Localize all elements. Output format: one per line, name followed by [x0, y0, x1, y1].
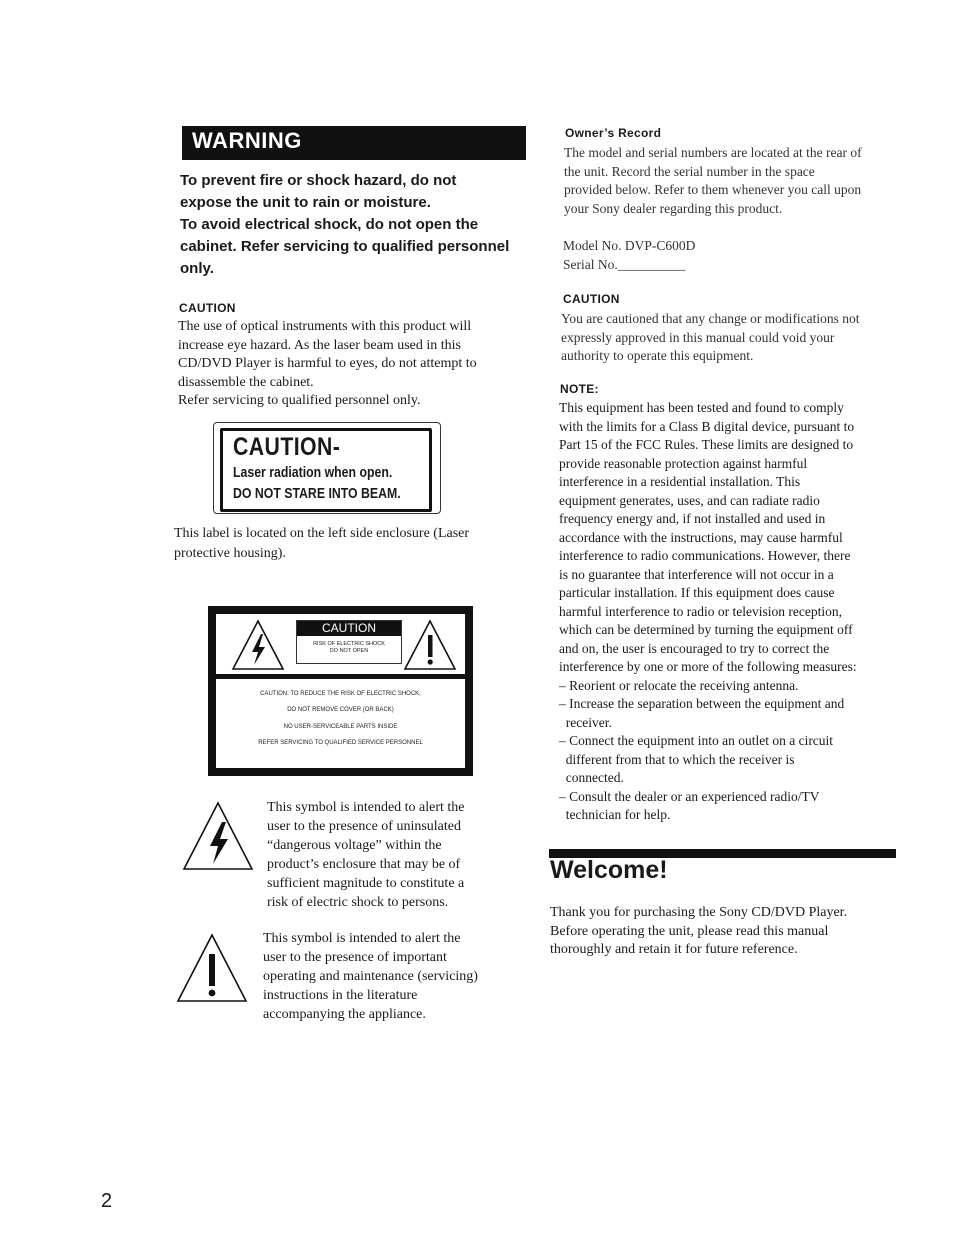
label-note-line: protective housing).: [174, 546, 286, 561]
warning-line: cabinet. Refer servicing to qualified personnel: [180, 238, 510, 255]
serial-number-line: Serial No.__________: [563, 257, 686, 272]
label-note-line: This label is located on the left side enclosure (Laser: [174, 526, 470, 541]
note-line: interference by one or more of the following measures:: [559, 659, 857, 674]
note-line: frequency energy and, if not installed and used in: [559, 511, 826, 526]
note-bullet-line: technician for help.: [559, 807, 671, 822]
plate-small-text-1: RISK OF ELECTRIC SHOCK: [313, 641, 385, 647]
warning-banner-label: WARNING: [192, 128, 302, 153]
warning-line: expose the unit to rain or moisture.: [180, 194, 431, 211]
owners-record-line: the unit. Record the serial number in the space: [564, 163, 815, 179]
lightning-symbol-text: [267, 798, 507, 912]
lightning-text-line: “dangerous voltage” within the: [267, 838, 442, 853]
welcome-line: Thank you for purchasing the Sony CD/DVD Player.: [550, 905, 848, 920]
warning-text: [180, 170, 525, 280]
label-location-note: [174, 524, 519, 564]
warning-banner: [182, 126, 526, 160]
note-line: interference to radio communications. However, there: [559, 548, 851, 563]
shock-caution-plate: [208, 606, 473, 776]
note-line: particular installation. If this equipment does cause: [559, 585, 835, 600]
model-number-line: Model No. DVP-C600D: [563, 238, 696, 253]
exclamation-symbol-icon: [176, 932, 248, 1004]
caution-laser-line: disassemble the cabinet.: [178, 374, 314, 390]
owners-record-line: your Sony dealer regarding this product.: [564, 200, 783, 216]
welcome-title: Welcome!: [550, 856, 668, 884]
warning-line: only.: [180, 260, 214, 277]
note-line: equipment generates, uses, and can radiate radio: [559, 492, 820, 508]
caution-modify-text: [561, 310, 911, 366]
owners-record-line: The model and serial numbers are located at the rear of: [564, 145, 862, 160]
welcome-line: Before operating the unit, please read this manual: [550, 923, 829, 939]
note-line: harmful interference to radio or television reception,: [559, 603, 843, 619]
plate-caution-box: [296, 620, 402, 664]
plate-line: NO USER-SERVICEABLE PARTS INSIDE: [283, 724, 398, 730]
owners-record-text: [564, 144, 914, 218]
caution-laser-line: The use of optical instruments with this product will: [178, 319, 472, 334]
exclamation-text-line: instructions in the literature: [263, 988, 418, 1003]
plate-small-text-2: DO NOT OPEN: [329, 648, 369, 654]
plate-bottom-panel: [216, 679, 465, 768]
welcome-text: [550, 904, 900, 960]
plate-top-panel: [216, 614, 465, 674]
caution-laser-heading: CAUTION: [179, 301, 236, 315]
warning-line: To avoid electrical shock, do not open the: [180, 216, 479, 233]
caution-modify-line: You are cautioned that any change or modifications not: [561, 311, 860, 326]
caution-laser-line: CD/DVD Player is harmful to eyes, do not attempt to: [178, 356, 477, 371]
lightning-text-line: product’s enclosure that may be of: [267, 857, 461, 872]
laser-caution-label: [213, 422, 441, 514]
note-line: interference in a residential installation. This: [559, 474, 801, 489]
caution-modify-line: expressly approved in this manual could void your: [561, 329, 835, 345]
exclamation-text-line: user to the presence of important: [263, 950, 447, 965]
note-line: provide reasonable protection against harmful: [559, 455, 808, 471]
plate-line: REFER SERVICING TO QUALIFIED SERVICE PERSONNEL: [258, 740, 423, 746]
lightning-text-line: user to the presence of uninsulated: [267, 819, 461, 834]
note-bullet-line: different from that to which the receiver is: [559, 751, 795, 767]
note-bullet-line: receiver.: [559, 714, 612, 730]
exclamation-warning-icon: [402, 618, 458, 672]
note-bullet-line: – Increase the separation between the equipment and: [559, 696, 845, 711]
note-line: with the limits for a Class B digital device, pursuant to: [559, 418, 855, 434]
caution-laser-text: [178, 318, 523, 411]
plate-line: CAUTION: TO REDUCE THE RISK OF ELECTRIC SHOCK,: [260, 691, 421, 697]
lightning-text-line: sufficient magnitude to constitute a: [267, 876, 465, 891]
lightning-warning-icon: [230, 618, 286, 672]
note-bullet-line: – Reorient or relocate the receiving antenna.: [559, 677, 799, 693]
lightning-text-line: risk of electric shock to persons.: [267, 895, 449, 910]
laser-label-title: CAUTION-: [233, 433, 341, 461]
note-text: [559, 399, 909, 825]
owners-record-line: provided below. Refer to them whenever you call upon: [564, 182, 862, 197]
caution-laser-line: increase eye hazard. As the laser beam used in this: [178, 337, 462, 353]
caution-modify-heading: CAUTION: [563, 292, 620, 306]
laser-label-line-1: Laser radiation when open.: [233, 464, 393, 481]
exclamation-text-line: accompanying the appliance.: [263, 1007, 426, 1022]
note-line: which can be determined by turning the equipment off: [559, 622, 853, 637]
note-line: is no guarantee that interference will not occur in a: [559, 566, 834, 582]
note-line: and on, the user is encouraged to try to correct the: [559, 640, 830, 656]
welcome-line: thoroughly and retain it for future reference.: [550, 942, 798, 957]
note-bullet-line: connected.: [559, 770, 624, 785]
note-heading: NOTE:: [560, 382, 599, 396]
exclamation-symbol-text: [263, 929, 513, 1024]
caution-modify-line: authority to operate this equipment.: [561, 348, 754, 363]
lightning-symbol-icon: [182, 800, 254, 872]
note-line: This equipment has been tested and found to comply: [559, 400, 844, 415]
plate-caution-label: CAUTION: [297, 621, 401, 636]
note-line: accordance with the instructions, may cause harmful: [559, 529, 843, 545]
plate-line: DO NOT REMOVE COVER (OR BACK): [287, 707, 394, 713]
exclamation-text-line: This symbol is intended to alert the: [263, 931, 461, 946]
caution-laser-line: Refer servicing to qualified personnel only.: [178, 393, 421, 408]
laser-label-line-2: DO NOT STARE INTO BEAM.: [233, 485, 401, 502]
laser-caution-label-frame: [220, 428, 432, 512]
page-number: 2: [101, 1190, 113, 1212]
owners-record-heading: Owner’s Record: [565, 126, 662, 140]
note-bullet-line: – Connect the equipment into an outlet on a circuit: [559, 733, 834, 748]
note-line: Part 15 of the FCC Rules. These limits are designed to: [559, 437, 854, 452]
exclamation-text-line: operating and maintenance (servicing): [263, 969, 478, 984]
warning-line: To prevent fire or shock hazard, do not: [180, 172, 457, 189]
lightning-text-line: This symbol is intended to alert the: [267, 800, 465, 815]
note-bullet-line: – Consult the dealer or an experienced radio/TV: [559, 788, 820, 804]
